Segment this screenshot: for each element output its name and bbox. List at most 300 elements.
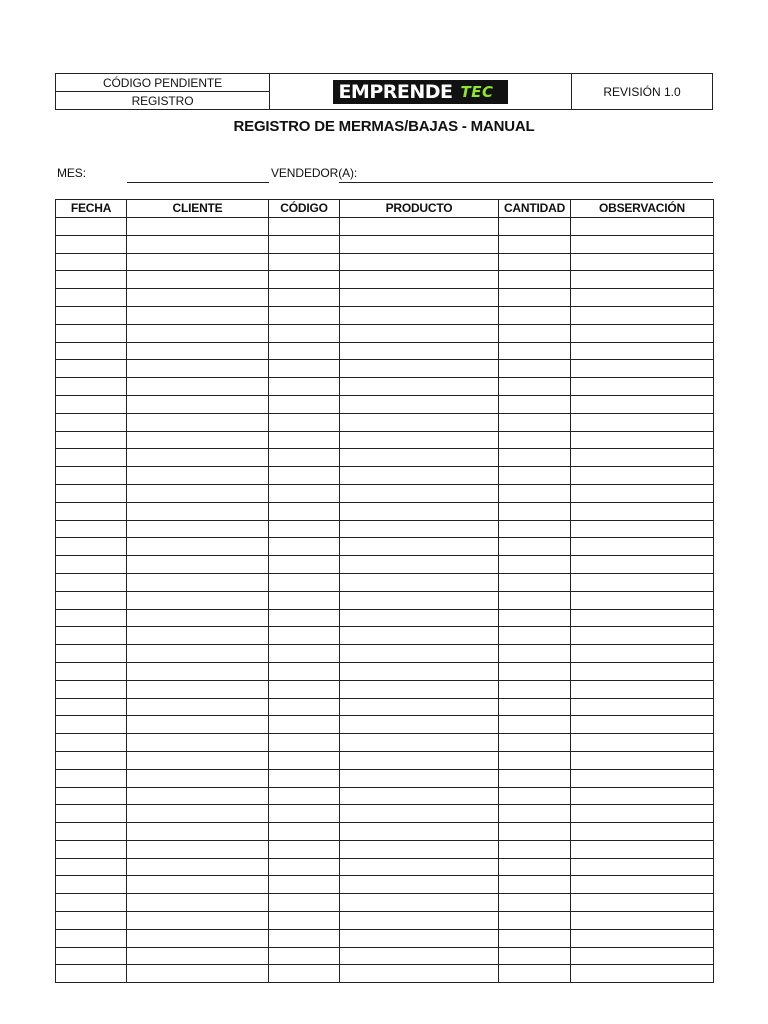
code-cell[interactable] [269,894,340,912]
observation-cell[interactable] [571,520,714,538]
client-cell[interactable] [127,929,269,947]
client-cell[interactable] [127,805,269,823]
quantity-cell[interactable] [499,894,571,912]
client-cell[interactable] [127,467,269,485]
client-cell[interactable] [127,609,269,627]
code-cell[interactable] [269,502,340,520]
quantity-cell[interactable] [499,591,571,609]
quantity-cell[interactable] [499,805,571,823]
table-row [56,502,714,520]
observation-cell[interactable] [571,324,714,342]
quantity-cell[interactable] [499,413,571,431]
quantity-cell[interactable] [499,716,571,734]
product-cell[interactable] [340,662,499,680]
observation-cell[interactable] [571,413,714,431]
observation-cell[interactable] [571,858,714,876]
client-cell[interactable] [127,591,269,609]
product-cell[interactable] [340,698,499,716]
quantity-cell[interactable] [499,520,571,538]
product-cell[interactable] [340,271,499,289]
logo-word-emprende: EMPRENDE [338,80,453,103]
date-cell[interactable] [56,306,127,324]
code-cell[interactable] [269,965,340,983]
observation-cell[interactable] [571,271,714,289]
header-logo-cell [270,74,572,109]
client-cell[interactable] [127,431,269,449]
product-cell[interactable] [340,324,499,342]
product-cell[interactable] [340,823,499,841]
date-cell[interactable] [56,787,127,805]
product-cell[interactable] [340,520,499,538]
client-cell[interactable] [127,823,269,841]
observation-cell[interactable] [571,716,714,734]
code-cell[interactable] [269,467,340,485]
date-cell[interactable] [56,378,127,396]
month-label: MES: [57,166,86,180]
product-cell[interactable] [340,734,499,752]
observation-cell[interactable] [571,218,714,236]
observation-cell[interactable] [571,235,714,253]
client-cell[interactable] [127,378,269,396]
product-cell[interactable] [340,947,499,965]
date-cell[interactable] [56,805,127,823]
product-cell[interactable] [340,449,499,467]
client-cell[interactable] [127,289,269,307]
client-cell[interactable] [127,662,269,680]
column-header-product: PRODUCTO [340,200,499,218]
observation-cell[interactable] [571,502,714,520]
date-cell[interactable] [56,662,127,680]
observation-cell[interactable] [571,734,714,752]
seller-field[interactable] [339,182,713,183]
table-row [56,449,714,467]
quantity-cell[interactable] [499,645,571,663]
client-cell[interactable] [127,360,269,378]
date-cell[interactable] [56,449,127,467]
observation-cell[interactable] [571,431,714,449]
quantity-cell[interactable] [499,573,571,591]
document-type-label: REGISTRO [56,91,269,109]
quantity-cell[interactable] [499,965,571,983]
quantity-cell[interactable] [499,467,571,485]
product-cell[interactable] [340,431,499,449]
code-cell[interactable] [269,698,340,716]
date-cell[interactable] [56,271,127,289]
product-cell[interactable] [340,218,499,236]
client-cell[interactable] [127,271,269,289]
product-cell[interactable] [340,680,499,698]
observation-cell[interactable] [571,662,714,680]
observation-cell[interactable] [571,449,714,467]
quantity-cell[interactable] [499,929,571,947]
code-cell[interactable] [269,645,340,663]
observation-cell[interactable] [571,787,714,805]
date-cell[interactable] [56,431,127,449]
date-cell[interactable] [56,965,127,983]
client-cell[interactable] [127,894,269,912]
client-cell[interactable] [127,751,269,769]
table-row [56,306,714,324]
quantity-cell[interactable] [499,840,571,858]
table-row [56,912,714,930]
date-cell[interactable] [56,769,127,787]
date-cell[interactable] [56,734,127,752]
date-cell[interactable] [56,947,127,965]
date-cell[interactable] [56,502,127,520]
date-cell[interactable] [56,235,127,253]
date-cell[interactable] [56,680,127,698]
observation-cell[interactable] [571,591,714,609]
observation-cell[interactable] [571,680,714,698]
date-cell[interactable] [56,556,127,574]
quantity-cell[interactable] [499,662,571,680]
code-cell[interactable] [269,751,340,769]
product-cell[interactable] [340,787,499,805]
product-cell[interactable] [340,609,499,627]
code-cell[interactable] [269,218,340,236]
quantity-cell[interactable] [499,627,571,645]
date-cell[interactable] [56,912,127,930]
table-row [56,431,714,449]
date-cell[interactable] [56,467,127,485]
observation-cell[interactable] [571,556,714,574]
product-cell[interactable] [340,858,499,876]
product-cell[interactable] [340,538,499,556]
quantity-cell[interactable] [499,306,571,324]
product-cell[interactable] [340,556,499,574]
product-cell[interactable] [340,929,499,947]
table-row [56,645,714,663]
client-cell[interactable] [127,520,269,538]
code-cell[interactable] [269,876,340,894]
product-cell[interactable] [340,645,499,663]
client-cell[interactable] [127,218,269,236]
table-row [56,289,714,307]
quantity-cell[interactable] [499,698,571,716]
product-cell[interactable] [340,912,499,930]
code-cell[interactable] [269,805,340,823]
quantity-cell[interactable] [499,751,571,769]
observation-cell[interactable] [571,609,714,627]
quantity-cell[interactable] [499,360,571,378]
code-cell[interactable] [269,769,340,787]
table-row [56,716,714,734]
observation-cell[interactable] [571,378,714,396]
table-row [56,858,714,876]
code-cell[interactable] [269,912,340,930]
quantity-cell[interactable] [499,378,571,396]
table-row [56,894,714,912]
client-cell[interactable] [127,698,269,716]
code-cell[interactable] [269,484,340,502]
code-cell[interactable] [269,823,340,841]
observation-cell[interactable] [571,965,714,983]
table-row [56,271,714,289]
code-cell[interactable] [269,520,340,538]
code-cell[interactable] [269,306,340,324]
client-cell[interactable] [127,858,269,876]
code-cell[interactable] [269,271,340,289]
observation-cell[interactable] [571,698,714,716]
table-row [56,324,714,342]
date-cell[interactable] [56,645,127,663]
quantity-cell[interactable] [499,556,571,574]
table-row [56,467,714,485]
date-cell[interactable] [56,609,127,627]
client-cell[interactable] [127,235,269,253]
code-cell[interactable] [269,840,340,858]
date-cell[interactable] [56,591,127,609]
quantity-cell[interactable] [499,449,571,467]
client-cell[interactable] [127,502,269,520]
client-cell[interactable] [127,538,269,556]
observation-cell[interactable] [571,929,714,947]
date-cell[interactable] [56,360,127,378]
table-row [56,929,714,947]
product-cell[interactable] [340,235,499,253]
product-cell[interactable] [340,627,499,645]
date-cell[interactable] [56,823,127,841]
date-cell[interactable] [56,289,127,307]
code-cell[interactable] [269,556,340,574]
quantity-cell[interactable] [499,858,571,876]
table-row [56,360,714,378]
date-cell[interactable] [56,218,127,236]
observation-cell[interactable] [571,360,714,378]
client-cell[interactable] [127,912,269,930]
table-row [56,805,714,823]
client-cell[interactable] [127,484,269,502]
code-cell[interactable] [269,360,340,378]
client-cell[interactable] [127,573,269,591]
quantity-cell[interactable] [499,609,571,627]
quantity-cell[interactable] [499,734,571,752]
product-cell[interactable] [340,484,499,502]
observation-cell[interactable] [571,769,714,787]
observation-cell[interactable] [571,840,714,858]
table-row [56,751,714,769]
observation-cell[interactable] [571,645,714,663]
quantity-cell[interactable] [499,395,571,413]
code-cell[interactable] [269,734,340,752]
observation-cell[interactable] [571,751,714,769]
date-cell[interactable] [56,876,127,894]
client-cell[interactable] [127,627,269,645]
date-cell[interactable] [56,538,127,556]
observation-cell[interactable] [571,342,714,360]
code-cell[interactable] [269,609,340,627]
month-field[interactable] [127,182,269,183]
product-cell[interactable] [340,413,499,431]
code-cell[interactable] [269,449,340,467]
product-cell[interactable] [340,805,499,823]
quantity-cell[interactable] [499,342,571,360]
code-cell[interactable] [269,662,340,680]
client-cell[interactable] [127,556,269,574]
observation-cell[interactable] [571,912,714,930]
table-row [56,680,714,698]
product-cell[interactable] [340,769,499,787]
observation-cell[interactable] [571,484,714,502]
date-cell[interactable] [56,716,127,734]
observation-cell[interactable] [571,306,714,324]
product-cell[interactable] [340,894,499,912]
product-cell[interactable] [340,342,499,360]
quantity-cell[interactable] [499,218,571,236]
quantity-cell[interactable] [499,680,571,698]
date-cell[interactable] [56,858,127,876]
product-cell[interactable] [340,591,499,609]
table-row [56,591,714,609]
quantity-cell[interactable] [499,484,571,502]
date-cell[interactable] [56,520,127,538]
quantity-cell[interactable] [499,769,571,787]
observation-cell[interactable] [571,395,714,413]
date-cell[interactable] [56,929,127,947]
observation-cell[interactable] [571,876,714,894]
code-cell[interactable] [269,342,340,360]
code-cell[interactable] [269,538,340,556]
product-cell[interactable] [340,289,499,307]
client-cell[interactable] [127,734,269,752]
table-row [56,484,714,502]
quantity-cell[interactable] [499,324,571,342]
client-cell[interactable] [127,840,269,858]
client-cell[interactable] [127,787,269,805]
client-cell[interactable] [127,324,269,342]
code-cell[interactable] [269,253,340,271]
client-cell[interactable] [127,413,269,431]
date-cell[interactable] [56,324,127,342]
observation-cell[interactable] [571,805,714,823]
quantity-cell[interactable] [499,271,571,289]
revision-label: REVISIÓN 1.0 [603,84,681,99]
table-row [56,609,714,627]
date-cell[interactable] [56,484,127,502]
code-cell[interactable] [269,627,340,645]
table-row [56,218,714,236]
product-cell[interactable] [340,965,499,983]
code-cell[interactable] [269,431,340,449]
quantity-cell[interactable] [499,823,571,841]
code-cell[interactable] [269,858,340,876]
client-cell[interactable] [127,395,269,413]
quantity-cell[interactable] [499,253,571,271]
observation-cell[interactable] [571,947,714,965]
date-cell[interactable] [56,395,127,413]
date-cell[interactable] [56,342,127,360]
code-cell[interactable] [269,591,340,609]
product-cell[interactable] [340,306,499,324]
quantity-cell[interactable] [499,538,571,556]
document-header [55,73,713,110]
product-cell[interactable] [340,876,499,894]
code-cell[interactable] [269,929,340,947]
quantity-cell[interactable] [499,431,571,449]
code-cell[interactable] [269,573,340,591]
column-header-code: CÓDIGO [269,200,340,218]
code-cell[interactable] [269,235,340,253]
date-cell[interactable] [56,627,127,645]
code-cell[interactable] [269,716,340,734]
product-cell[interactable] [340,360,499,378]
date-cell[interactable] [56,573,127,591]
document-title: REGISTRO DE MERMAS/BAJAS - MANUAL [233,118,535,135]
client-cell[interactable] [127,716,269,734]
code-cell[interactable] [269,395,340,413]
client-cell[interactable] [127,306,269,324]
client-cell[interactable] [127,449,269,467]
date-cell[interactable] [56,698,127,716]
code-cell[interactable] [269,378,340,396]
product-cell[interactable] [340,395,499,413]
table-header-row [56,200,714,218]
client-cell[interactable] [127,947,269,965]
table-row [56,573,714,591]
observation-cell[interactable] [571,467,714,485]
table-row [56,253,714,271]
client-cell[interactable] [127,965,269,983]
code-cell[interactable] [269,787,340,805]
client-cell[interactable] [127,680,269,698]
client-cell[interactable] [127,876,269,894]
product-cell[interactable] [340,751,499,769]
observation-cell[interactable] [571,894,714,912]
code-cell[interactable] [269,947,340,965]
date-cell[interactable] [56,413,127,431]
client-cell[interactable] [127,769,269,787]
client-cell[interactable] [127,645,269,663]
date-cell[interactable] [56,840,127,858]
date-cell[interactable] [56,751,127,769]
product-cell[interactable] [340,840,499,858]
code-cell[interactable] [269,413,340,431]
observation-cell[interactable] [571,627,714,645]
observation-cell[interactable] [571,573,714,591]
date-cell[interactable] [56,253,127,271]
code-cell[interactable] [269,680,340,698]
quantity-cell[interactable] [499,235,571,253]
quantity-cell[interactable] [499,502,571,520]
quantity-cell[interactable] [499,787,571,805]
client-cell[interactable] [127,342,269,360]
quantity-cell[interactable] [499,876,571,894]
quantity-cell[interactable] [499,912,571,930]
product-cell[interactable] [340,253,499,271]
product-cell[interactable] [340,467,499,485]
product-cell[interactable] [340,573,499,591]
quantity-cell[interactable] [499,289,571,307]
code-cell[interactable] [269,289,340,307]
column-header-client: CLIENTE [127,200,269,218]
observation-cell[interactable] [571,823,714,841]
date-cell[interactable] [56,894,127,912]
table-row [56,538,714,556]
client-cell[interactable] [127,253,269,271]
observation-cell[interactable] [571,538,714,556]
table-row [56,965,714,983]
column-header-quantity: CANTIDAD [499,200,571,218]
code-cell[interactable] [269,324,340,342]
table-row [56,876,714,894]
observation-cell[interactable] [571,289,714,307]
quantity-cell[interactable] [499,947,571,965]
observation-cell[interactable] [571,253,714,271]
product-cell[interactable] [340,716,499,734]
table-row [56,395,714,413]
product-cell[interactable] [340,378,499,396]
product-cell[interactable] [340,502,499,520]
